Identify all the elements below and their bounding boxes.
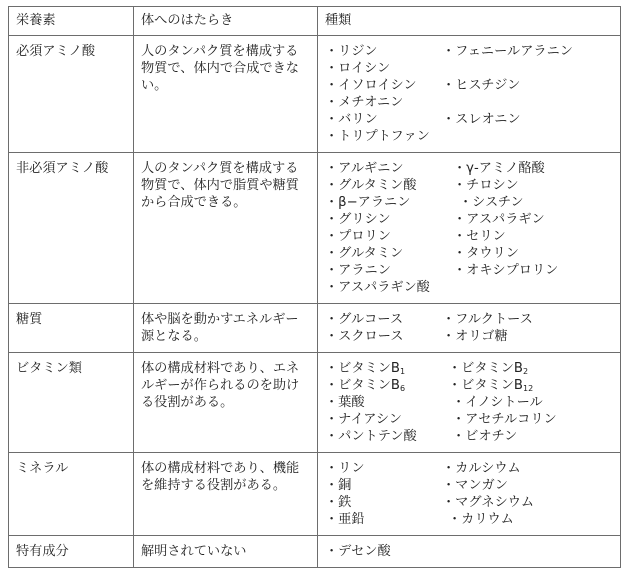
list-item: ・イノシトール: [452, 395, 543, 410]
list-item: ・リジン: [325, 44, 378, 59]
list-item: ・アルギニン: [325, 161, 404, 176]
list-item: ・オキシプロリン: [453, 263, 559, 278]
list-item: ・β−アラニン: [325, 195, 411, 210]
list-item: ・銅: [325, 478, 352, 493]
table-row: [9, 304, 621, 353]
nutrient-table: [8, 6, 621, 568]
nutrient-name: ミネラル: [9, 453, 134, 536]
list-item: ・スレオニン: [442, 112, 521, 127]
nutrient-name: 非必須アミノ酸: [9, 153, 134, 304]
nutrient-role: 人のタンパク質を構成する物質で、体内で脂質や糖質から合成できる。: [134, 153, 318, 304]
nutrient-types: [318, 36, 621, 153]
list-item: ・デセン酸: [325, 544, 391, 559]
list-item: ・マンガン: [442, 478, 508, 493]
table-row: [9, 536, 621, 568]
list-item: ・ビオチン: [452, 429, 518, 444]
list-item: ・プロリン: [325, 229, 391, 244]
list-item: ・アスパラギン酸: [325, 280, 430, 295]
nutrient-role: 人のタンパク質を構成する物質で、体内で合成できない。: [134, 36, 318, 153]
list-item: ・タウリン: [453, 246, 519, 261]
header-types: 種類: [318, 7, 621, 36]
table-row: [9, 153, 621, 304]
list-item: ・ロイシン: [325, 61, 391, 76]
list-item: ・パントテン酸: [325, 429, 417, 444]
list-item: ・ビタミン$B_6$: [325, 378, 406, 393]
nutrient-types: [318, 536, 621, 568]
nutrient-table-container: [8, 6, 621, 568]
list-item: ・カリウム: [448, 512, 514, 527]
list-item: ・ナイアシン: [325, 412, 402, 427]
list-item: ・セリン: [453, 229, 506, 244]
list-item: ・バリン: [325, 112, 378, 127]
list-item: ・グリシン: [325, 212, 391, 227]
list-item: ・リン: [325, 461, 365, 476]
list-item: ・亜鉛: [325, 512, 365, 527]
list-item: ・シスチン: [459, 195, 524, 210]
list-item: ・メチオニン: [325, 95, 404, 110]
list-item: ・ヒスチジン: [442, 78, 521, 93]
nutrient-role: 体や脳を動かすエネルギー源となる。: [134, 304, 318, 353]
nutrient-role: 体の構成材料であり、エネルギーが作られるのを助ける役割がある。: [134, 353, 318, 453]
nutrient-types: [318, 453, 621, 536]
list-item: ・カルシウム: [442, 461, 521, 476]
nutrient-name: 糖質: [9, 304, 134, 353]
list-item: ・アスパラギン: [453, 212, 545, 227]
list-item: ・グルタミン酸: [325, 178, 417, 193]
list-item: ・フルクトース: [442, 312, 533, 327]
list-item: ・ビタミン$B_2$: [448, 361, 529, 376]
list-item: ・グルタミン: [325, 246, 404, 261]
nutrient-role: 解明されていない: [134, 536, 318, 568]
list-item: ・アラニン: [325, 263, 391, 278]
list-item: ・トリプトファン: [325, 129, 430, 144]
header-nutrient: 栄養素: [9, 7, 134, 36]
table-row: [9, 353, 621, 453]
table-row: [9, 453, 621, 536]
nutrient-role: 体の構成材料であり、機能を維持する役割がある。: [134, 453, 318, 536]
nutrient-types: [318, 304, 621, 353]
nutrient-types: [318, 353, 621, 453]
nutrient-types: [318, 153, 621, 304]
list-item: ・葉酸: [325, 395, 365, 410]
list-item: ・オリゴ糖: [442, 329, 508, 344]
header-role: 体へのはたらき: [134, 7, 318, 36]
nutrient-name: ビタミン類: [9, 353, 134, 453]
nutrient-name: 特有成分: [9, 536, 134, 568]
list-item: ・γ-アミノ酪酸: [453, 161, 545, 176]
table-row: [9, 36, 621, 153]
list-item: ・グルコース: [325, 312, 404, 327]
list-item: ・ビタミン$B_1$: [325, 361, 406, 376]
header-row: [9, 7, 621, 36]
list-item: ・チロシン: [453, 178, 519, 193]
list-item: ・ビタミン$B_{12}$: [448, 378, 534, 393]
list-item: ・イソロイシン: [325, 78, 417, 93]
list-item: ・アセチルコリン: [452, 412, 557, 427]
list-item: ・フェニールアラニン: [442, 44, 573, 59]
nutrient-name: 必須アミノ酸: [9, 36, 134, 153]
list-item: ・鉄: [325, 495, 352, 510]
list-item: ・マグネシウム: [442, 495, 535, 510]
list-item: ・スクロース: [325, 329, 404, 344]
